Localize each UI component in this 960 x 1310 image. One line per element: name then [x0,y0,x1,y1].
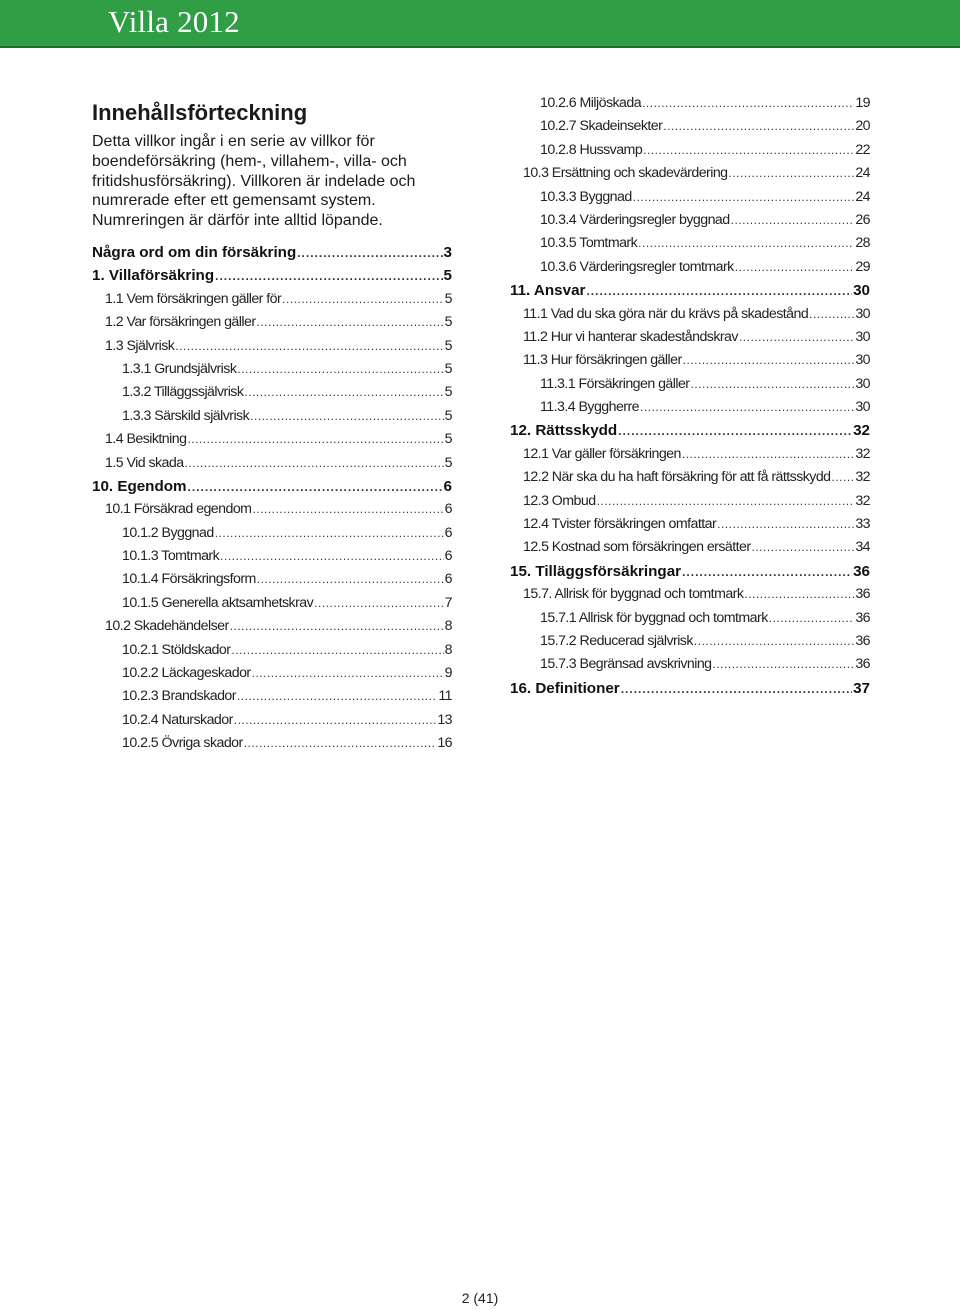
toc-entry[interactable]: 10.3 Ersättning och skadevärdering ..... 24 [510,162,870,185]
toc-entry[interactable]: Några ord om din försäkring ..... 3 [92,241,452,264]
toc-heading: Innehållsförteckning [92,100,308,125]
toc-entry[interactable]: 1.3.2 Tilläggssjälvrisk ..... 5 [92,381,452,404]
toc-entry[interactable]: 10.1.5 Generella aktsamhetskrav ..... 7 [92,592,452,615]
document-title: Villa 2012 [108,4,240,39]
toc-left-column [92,100,452,756]
toc-entry[interactable]: 10.2.5 Övriga skador ..... 16 [92,732,452,755]
toc-entry[interactable]: 12.4 Tvister försäkringen omfattar ..... 33 [510,513,870,536]
toc-entry[interactable]: 10.2.7 Skadeinsekter ..... 20 [510,115,870,138]
toc-entry[interactable]: 10.2.3 Brandskador ..... 11 [92,685,452,708]
toc-entry[interactable]: 11. Ansvar ..... 30 [510,279,870,302]
toc-entry[interactable]: 11.2 Hur vi hanterar skadeståndskrav ..... 30 [510,326,870,349]
toc-entry[interactable]: 1. Villaförsäkring ..... 5 [92,264,452,287]
toc-entry[interactable]: 12.3 Ombud ..... 32 [510,490,870,513]
toc-entry[interactable]: 10. Egendom ..... 6 [92,475,452,498]
toc-entry[interactable]: 12. Rättsskydd ..... 32 [510,419,870,442]
toc-entry[interactable]: 12.2 När ska du ha haft försäkring för att få rättsskydd ..... 32 [510,466,870,489]
toc-entry[interactable]: 10.1 Försäkrad egendom ..... 6 [92,498,452,521]
toc-entry[interactable]: 1.3 Självrisk ..... 5 [92,335,452,358]
toc-entry[interactable]: 1.1 Vem försäkringen gäller för ..... 5 [92,288,452,311]
toc-intro: Detta villkor ingår i en serie av villkor för boendeförsäkring (hem-, villahem-, villa- och fritidshusförsäkring). Villkoren är indelade och numrerade efter ett gemensamt system. Numreringen är därför inte alltid löpande. [92,133,416,230]
toc-entry[interactable]: 10.1.3 Tomtmark ..... 6 [92,545,452,568]
toc-entry[interactable]: 15.7.2 Reducerad självrisk ..... 36 [510,630,870,653]
header-banner [0,0,960,48]
page-number: 2 (41) [461,1290,499,1306]
toc-entry[interactable]: 15.7. Allrisk för byggnad och tomtmark ..... 36 [510,583,870,606]
toc-entry[interactable]: 10.2.2 Läckageskador ..... 9 [92,662,452,685]
toc-entry[interactable]: 10.2.6 Miljöskada ..... 19 [510,92,870,115]
toc-entry[interactable]: 10.1.2 Byggnad ..... 6 [92,522,452,545]
toc-entry[interactable]: 1.3.1 Grundsjälvrisk ..... 5 [92,358,452,381]
toc-entry[interactable]: 11.3 Hur försäkringen gäller ..... 30 [510,349,870,372]
toc-entry[interactable]: 10.2 Skadehändelser ..... 8 [92,615,452,638]
toc-entry[interactable]: 10.3.6 Värderingsregler tomtmark ..... 29 [510,256,870,279]
toc-entry[interactable]: 16. Definitioner ..... 37 [510,677,870,700]
toc-entry[interactable]: 12.5 Kostnad som försäkringen ersätter ..... 34 [510,536,870,559]
toc-entry[interactable]: 1.3.3 Särskild självrisk ..... 5 [92,405,452,428]
toc-entry[interactable]: 11.3.4 Byggherre ..... 30 [510,396,870,419]
toc-entry[interactable]: 10.3.3 Byggnad ..... 24 [510,186,870,209]
toc-entry[interactable]: 1.5 Vid skada ..... 5 [92,452,452,475]
toc-entry[interactable]: 15.7.3 Begränsad avskrivning ..... 36 [510,653,870,676]
toc-entry[interactable]: 11.3.1 Försäkringen gäller ..... 30 [510,373,870,396]
toc-entry[interactable]: 15. Tilläggsförsäkringar ..... 36 [510,560,870,583]
toc-right-column [510,92,870,700]
toc-entry[interactable]: 10.2.1 Stöldskador ..... 8 [92,639,452,662]
toc-entry[interactable]: 10.2.4 Naturskador ..... 13 [92,709,452,732]
toc-entry[interactable]: 15.7.1 Allrisk för byggnad och tomtmark ..... 36 [510,607,870,630]
toc-entry[interactable]: 10.1.4 Försäkringsform ..... 6 [92,568,452,591]
toc-entry[interactable]: 10.3.5 Tomtmark ..... 28 [510,232,870,255]
toc-entry[interactable]: 12.1 Var gäller försäkringen ..... 32 [510,443,870,466]
toc-entry[interactable]: 11.1 Vad du ska göra när du krävs på skadestånd ..... 30 [510,303,870,326]
toc-entry[interactable]: 1.2 Var försäkringen gäller ..... 5 [92,311,452,334]
toc-entry[interactable]: 10.2.8 Hussvamp ..... 22 [510,139,870,162]
toc-entry[interactable]: 10.3.4 Värderingsregler byggnad ..... 26 [510,209,870,232]
toc-entry[interactable]: 1.4 Besiktning ..... 5 [92,428,452,451]
